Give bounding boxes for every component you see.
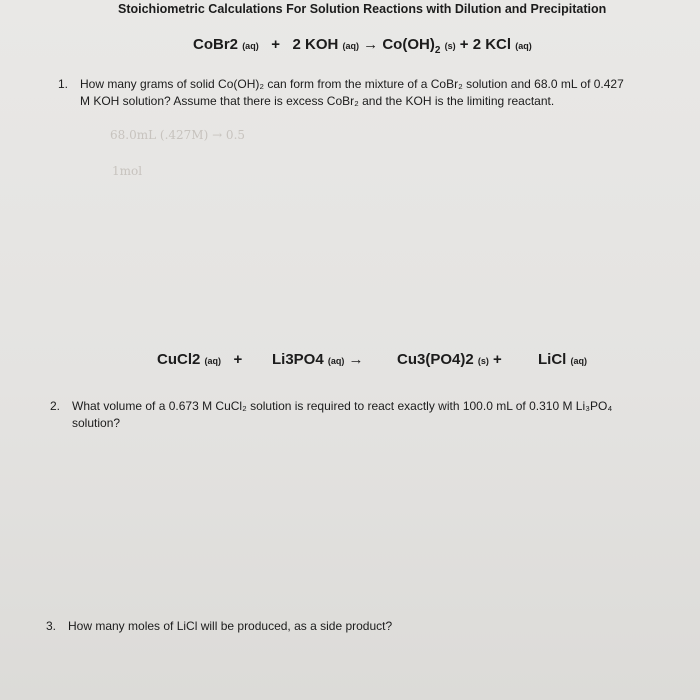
state-label: (aq) [342,41,359,51]
arrow-icon: → [348,351,364,368]
reactant-cobr2: CoBr2 [193,36,239,53]
product-cu3po42-group [397,351,502,368]
product-licl: LiCl [538,351,567,368]
question-number: 1. [58,77,69,91]
question-number: 2. [50,399,61,413]
product-cooh2: $Co(OH)_2$ [382,36,441,56]
plus-sign: + [233,351,243,368]
product-kcl: 2 KCl [472,36,512,53]
plus-sign: + [459,36,469,53]
product-cu3po42: Cu3(PO4)2 [397,351,474,368]
question-text: M KOH solution? Assume that there is excess CoBr₂ and the KOH is the limiting reactant. [80,94,555,108]
question-text: How many moles of LiCl will be produced, as a side product? [68,619,393,633]
page-title: Stoichiometric Calculations For Solution Reactions with Dilution and Precipitation [118,2,607,16]
reactant-koh: 2 KOH [292,36,339,53]
plus-sign: + [271,36,280,53]
question-text: How many grams of solid Co(OH)₂ can form from the mixture of a CoBr₂ solution and 68.0 mL of 0.427 [80,77,624,91]
state-label: (aq) [327,356,345,366]
reactant-li3po4: Li3PO4 [272,351,324,368]
plus-sign: + [493,351,502,368]
state-label: (aq) [204,356,222,366]
handwritten-note: 68.0mL (.427M) → 0.5 [110,128,246,142]
question-2 [50,398,612,432]
question-text: solution? [72,416,121,430]
reaction-equation-2 [157,351,242,368]
product-licl-group [538,351,587,368]
state-label: (aq) [242,41,259,51]
reactant-li3po4-group [272,351,364,368]
arrow-icon: → [363,36,379,53]
question-3 [46,618,392,635]
state-label: (s) [477,356,489,366]
state-label: (s) [444,41,456,51]
handwritten-note: 1mol [112,164,143,178]
question-text: What volume of a 0.673 M CuCl₂ solution is required to react exactly with 100.0 mL of 0.310 M Li₃PO₄ [72,399,613,413]
state-label: (aq) [570,356,588,366]
question-number: 3. [46,619,57,633]
reaction-equation-1 [193,36,532,56]
reactant-cucl2: CuCl2 [157,351,201,368]
state-label: (aq) [515,41,532,51]
question-1 [58,76,624,110]
